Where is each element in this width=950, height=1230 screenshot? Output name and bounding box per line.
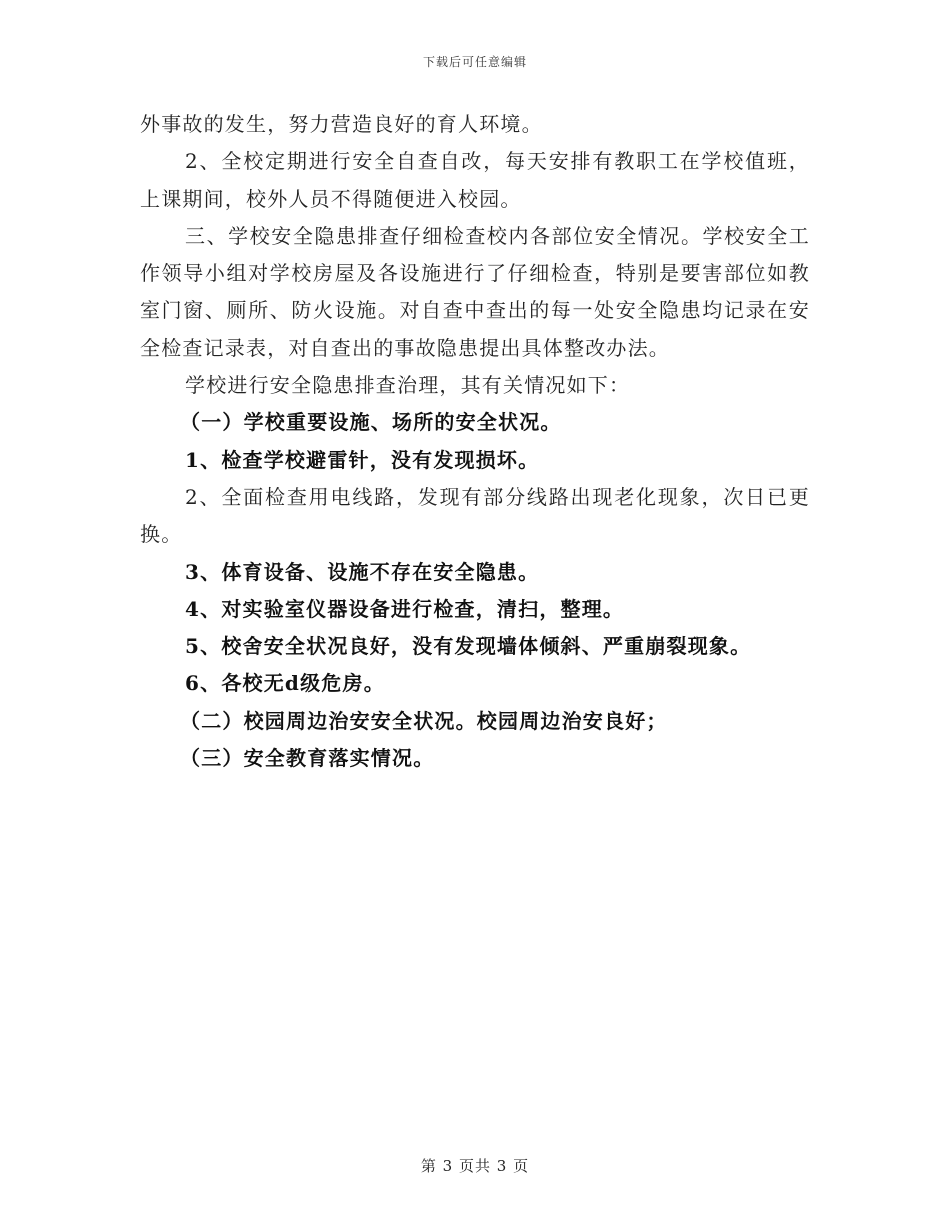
document-body (140, 106, 810, 777)
list-item: 3、体育设备、设施不存在安全隐患。 (185, 559, 540, 584)
list-item: 2、全面检查用电线路，发现有部分线路出现老化现象，次日已更换。 (140, 484, 810, 547)
list-item: 6、各校无d级危房。 (185, 671, 385, 696)
paragraph: 学校进行安全隐患排查治理，其有关情况如下： (185, 373, 631, 398)
paragraph: 2、全校定期进行安全自查自改，每天安排有教职工在学校值班，上课期间，校外人员不得随便进入校园。 (140, 149, 810, 211)
paragraph: 三、学校安全隐患排查仔细检查校内各部位安全情况。学校安全工作领导小组对学校房屋及各设施进行了仔细检查，特别是要害部位如教室门窗、厕所、防火设施。对自查中查出的每一处安全隐患均记录在安全检查记录表，对自查出的事故隐患提出具体整改办法。 (140, 223, 810, 360)
section-heading: （三）安全教育落实情况。 (180, 746, 435, 771)
page-footer: 第 3 页共 3 页 (420, 1157, 530, 1175)
section-heading: （二）校园周边治安安全状况。校园周边治安良好； (180, 708, 668, 733)
list-item: 5、校舍安全状况良好，没有发现墙体倾斜、严重崩裂现象。 (185, 634, 752, 659)
paragraph: 外事故的发生，努力营造良好的育人环境。 (140, 112, 543, 136)
page-header: 下载后可任意编辑 (422, 55, 527, 69)
section-heading: （一）学校重要设施、场所的安全状况。 (180, 410, 562, 435)
list-item: 1、检查学校避雷针，没有发现损坏。 (185, 447, 540, 472)
list-item: 4、对实验室仪器设备进行检查，清扫，整理。 (185, 596, 625, 621)
